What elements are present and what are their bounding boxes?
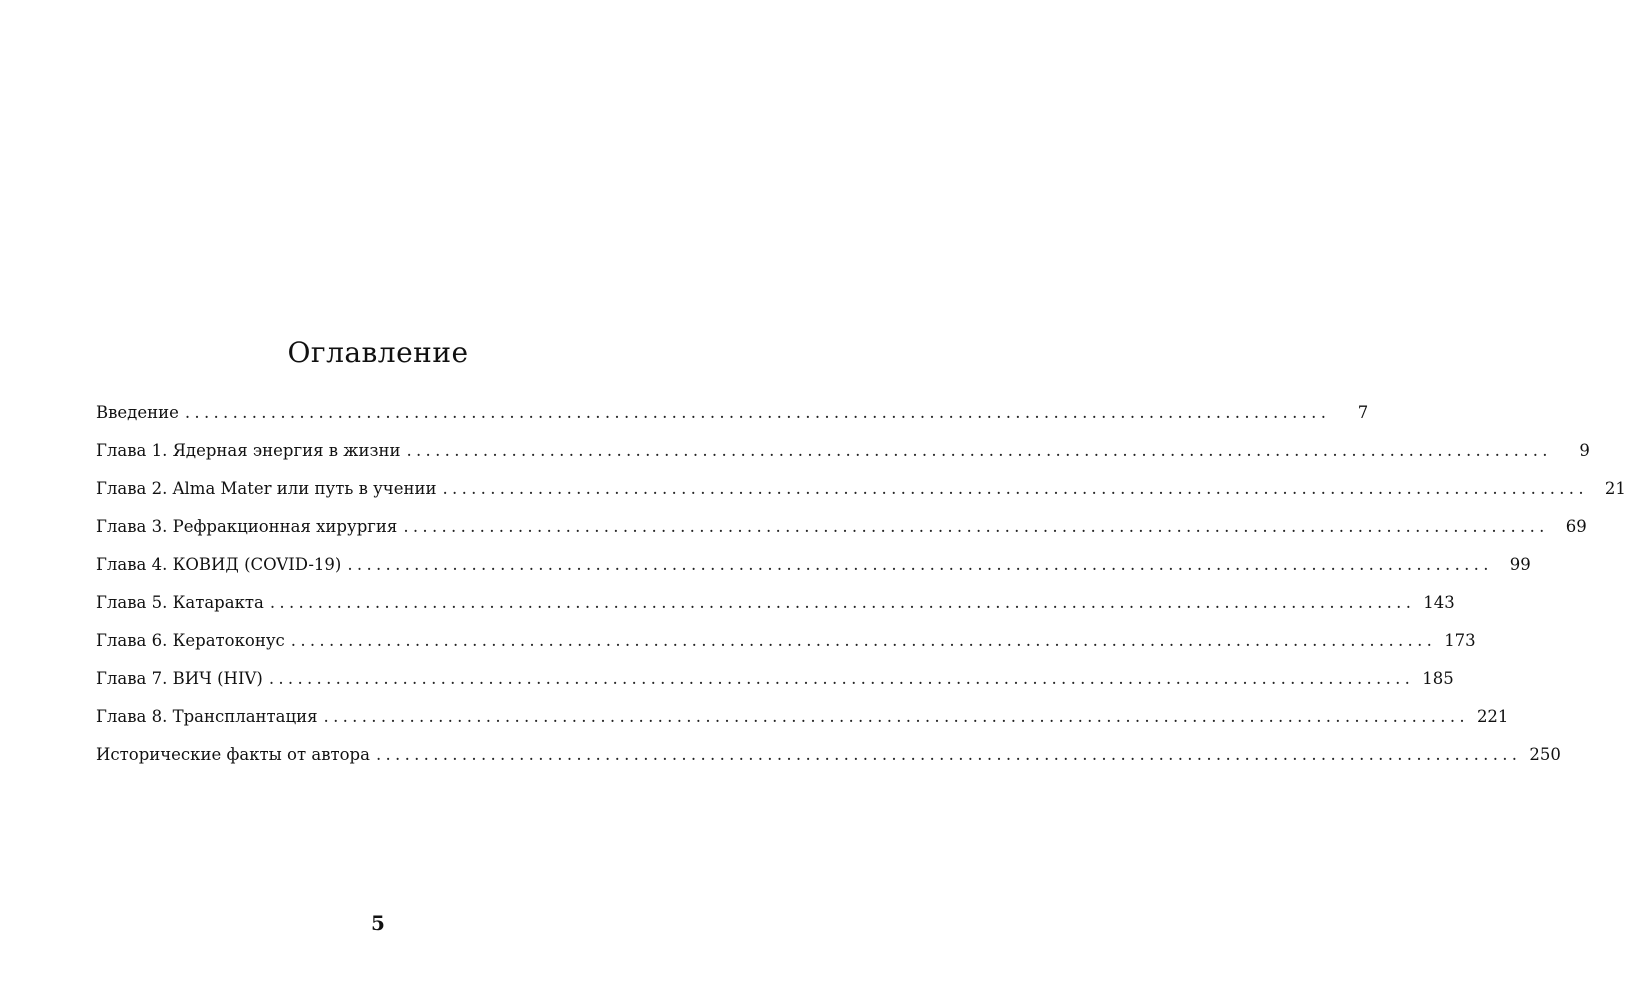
page-title: Оглавление: [287, 336, 469, 369]
toc-entry[interactable]: [96, 474, 1626, 512]
dot-leader: ........................................................................................................................: [268, 669, 1415, 688]
toc-entry[interactable]: [96, 740, 1561, 778]
toc-entry[interactable]: [96, 664, 1454, 702]
dot-leader: ........................................................................................................................: [406, 441, 1552, 460]
toc-entry[interactable]: [96, 626, 1476, 664]
toc-entry-page: 173: [1444, 631, 1476, 650]
toc-entry[interactable]: [96, 550, 1531, 588]
table-of-contents: [96, 398, 1626, 778]
dot-leader: ........................................................................................................................: [323, 707, 1469, 726]
dot-leader: ........................................................................................................................: [184, 403, 1331, 422]
dot-leader: ........................................................................................................................: [375, 745, 1522, 764]
toc-entry[interactable]: [96, 436, 1590, 474]
toc-entry-title: Глава 7. ВИЧ (HIV): [96, 669, 263, 688]
dot-leader: ........................................................................................................................: [442, 479, 1588, 498]
toc-entry-title: Глава 3. Рефракционная хирургия: [96, 517, 398, 536]
toc-entry-page: 9: [1579, 441, 1590, 460]
toc-entry-page: 69: [1565, 517, 1587, 536]
toc-entry-title: Глава 4. КОВИД (COVID-19): [96, 555, 342, 574]
dot-leader: ........................................................................................................................: [347, 555, 1493, 574]
toc-entry-title: Введение: [96, 403, 179, 422]
toc-entry-title: Исторические факты от автора: [96, 745, 370, 764]
toc-entry[interactable]: [96, 702, 1509, 740]
toc-entry-title: Глава 2. Alma Mater или путь в учении: [96, 479, 437, 498]
dot-leader: ........................................................................................................................: [403, 517, 1549, 536]
toc-entry-title: Глава 8. Трансплантация: [96, 707, 318, 726]
toc-entry-title: Глава 1. Ядерная энергия в жизни: [96, 441, 401, 460]
toc-entry-page: 221: [1476, 707, 1509, 726]
toc-entry-page: 185: [1422, 669, 1454, 688]
toc-entry-title: Глава 6. Кератоконус: [96, 631, 285, 650]
page-number: 5: [371, 911, 385, 935]
toc-entry-page: 99: [1509, 555, 1531, 574]
dot-leader: ........................................................................................................................: [290, 631, 1437, 650]
toc-entry[interactable]: [96, 588, 1455, 626]
toc-entry-page: 7: [1357, 403, 1369, 422]
dot-leader: ........................................................................................................................: [269, 593, 1416, 612]
toc-entry-page: 143: [1423, 593, 1455, 612]
toc-entry-page: 250: [1529, 745, 1561, 764]
toc-entry[interactable]: [96, 512, 1587, 550]
toc-entry-title: Глава 5. Катаракта: [96, 593, 264, 612]
toc-entry-page: 21: [1604, 479, 1626, 498]
toc-entry[interactable]: [96, 398, 1369, 436]
